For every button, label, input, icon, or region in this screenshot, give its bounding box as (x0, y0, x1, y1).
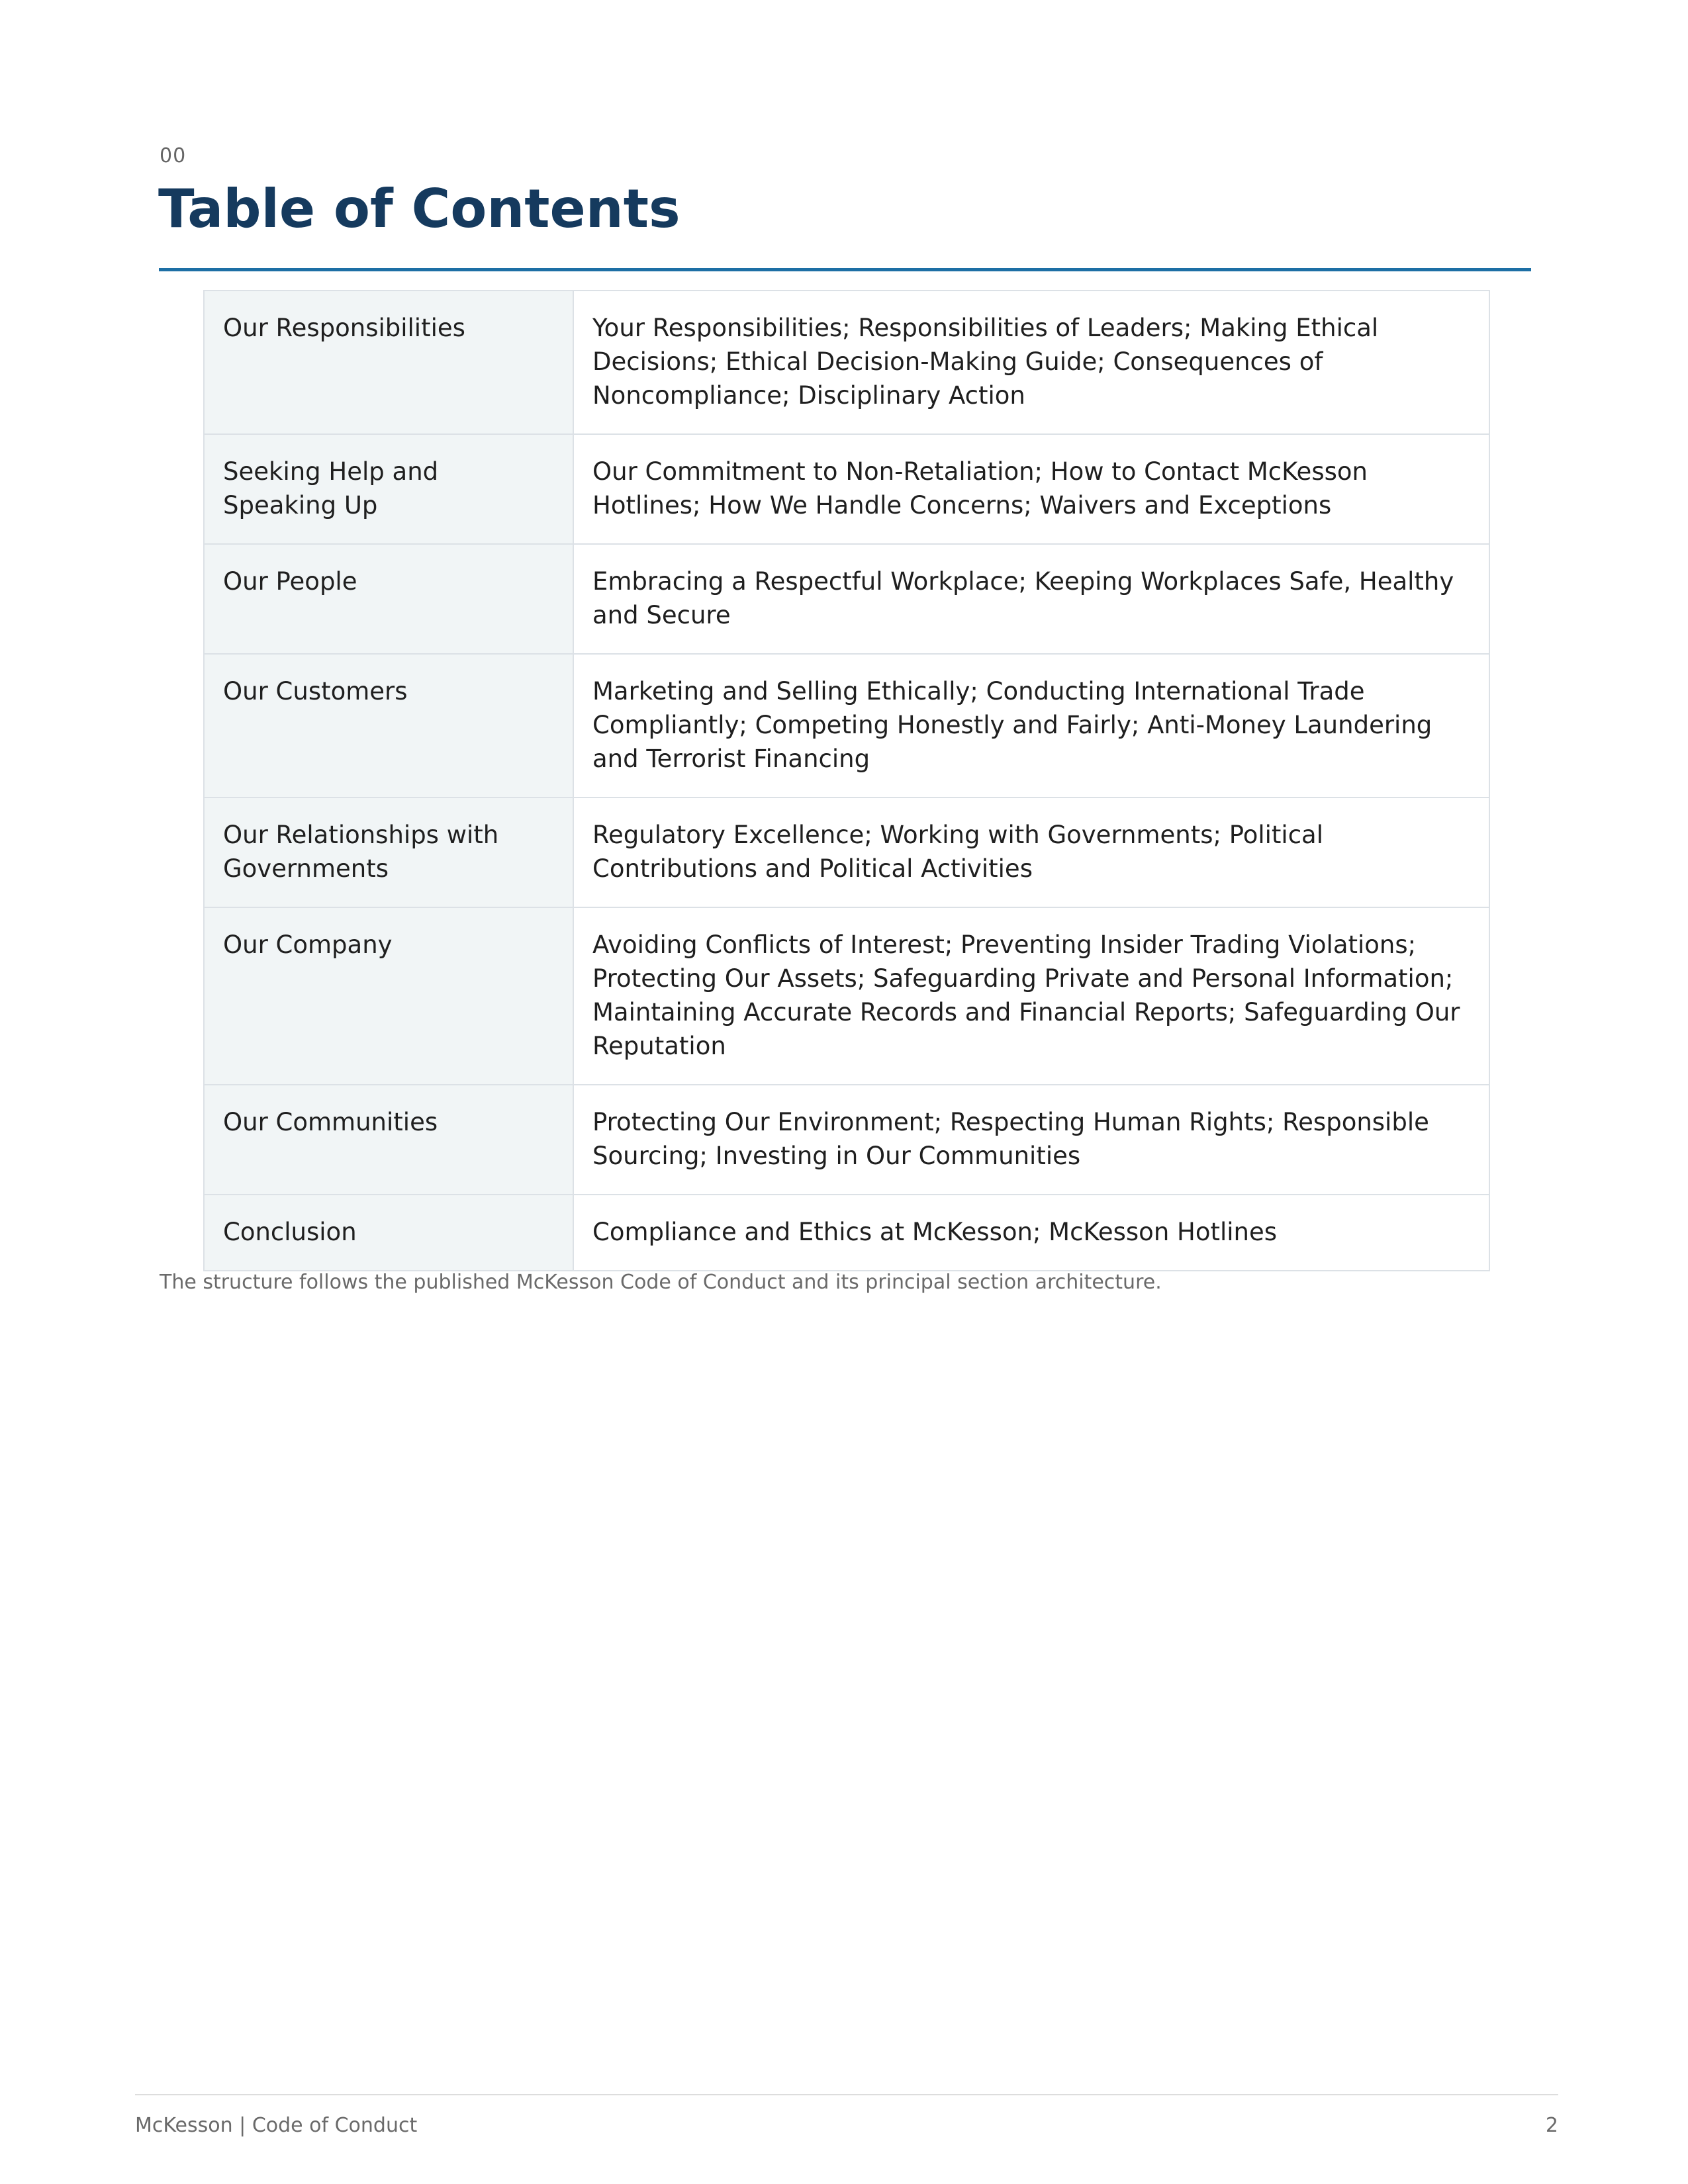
toc-section-name: Seeking Help and Speaking Up (204, 434, 573, 544)
page-title: Table of Contents (158, 178, 680, 240)
toc-section-topics: Regulatory Excellence; Working with Governments; Political Contributions and Political Activities (573, 797, 1489, 907)
table-row (204, 1085, 1489, 1195)
table-row (204, 1195, 1489, 1271)
table-row (204, 654, 1489, 797)
table-row (204, 434, 1489, 544)
footer-document-title: McKesson | Code of Conduct (135, 2114, 418, 2137)
footer-divider (135, 2094, 1558, 2095)
toc-section-name: Our Relationships with Governments (204, 797, 573, 907)
toc-table (203, 290, 1490, 1271)
toc-section-topics: Your Responsibilities; Responsibilities of Leaders; Making Ethical Decisions; Ethical Decision-Making Guide; Consequences of Noncompliance; Disciplinary Action (573, 291, 1489, 434)
table-row (204, 797, 1489, 907)
toc-section-name: Conclusion (204, 1195, 573, 1271)
toc-section-name: Our People (204, 544, 573, 654)
toc-section-name: Our Communities (204, 1085, 573, 1195)
table-row (204, 907, 1489, 1085)
table-caption: The structure follows the published McKesson Code of Conduct and its principal section architecture. (160, 1271, 1162, 1294)
title-divider (159, 268, 1531, 271)
toc-section-name: Our Company (204, 907, 573, 1085)
page-number: 2 (1545, 2114, 1558, 2137)
toc-section-name: Our Responsibilities (204, 291, 573, 434)
toc-section-topics: Marketing and Selling Ethically; Conducting International Trade Compliantly; Competing Honestly and Fairly; Anti-Money Laundering and Terrorist Financing (573, 654, 1489, 797)
table-row (204, 544, 1489, 654)
toc-section-topics: Embracing a Respectful Workplace; Keeping Workplaces Safe, Healthy and Secure (573, 544, 1489, 654)
toc-section-name: Our Customers (204, 654, 573, 797)
toc-section-topics: Protecting Our Environment; Respecting Human Rights; Responsible Sourcing; Investing in Our Communities (573, 1085, 1489, 1195)
toc-section-topics: Our Commitment to Non-Retaliation; How to Contact McKesson Hotlines; How We Handle Concerns; Waivers and Exceptions (573, 434, 1489, 544)
toc-section-topics: Compliance and Ethics at McKesson; McKesson Hotlines (573, 1195, 1489, 1271)
table-row (204, 291, 1489, 434)
section-number: 00 (160, 144, 187, 167)
toc-section-topics: Avoiding Conflicts of Interest; Preventing Insider Trading Violations; Protecting Our Assets; Safeguarding Private and Personal Information; Maintaining Accurate Records and Financial Reports; Safeguarding Our Reputation (573, 907, 1489, 1085)
